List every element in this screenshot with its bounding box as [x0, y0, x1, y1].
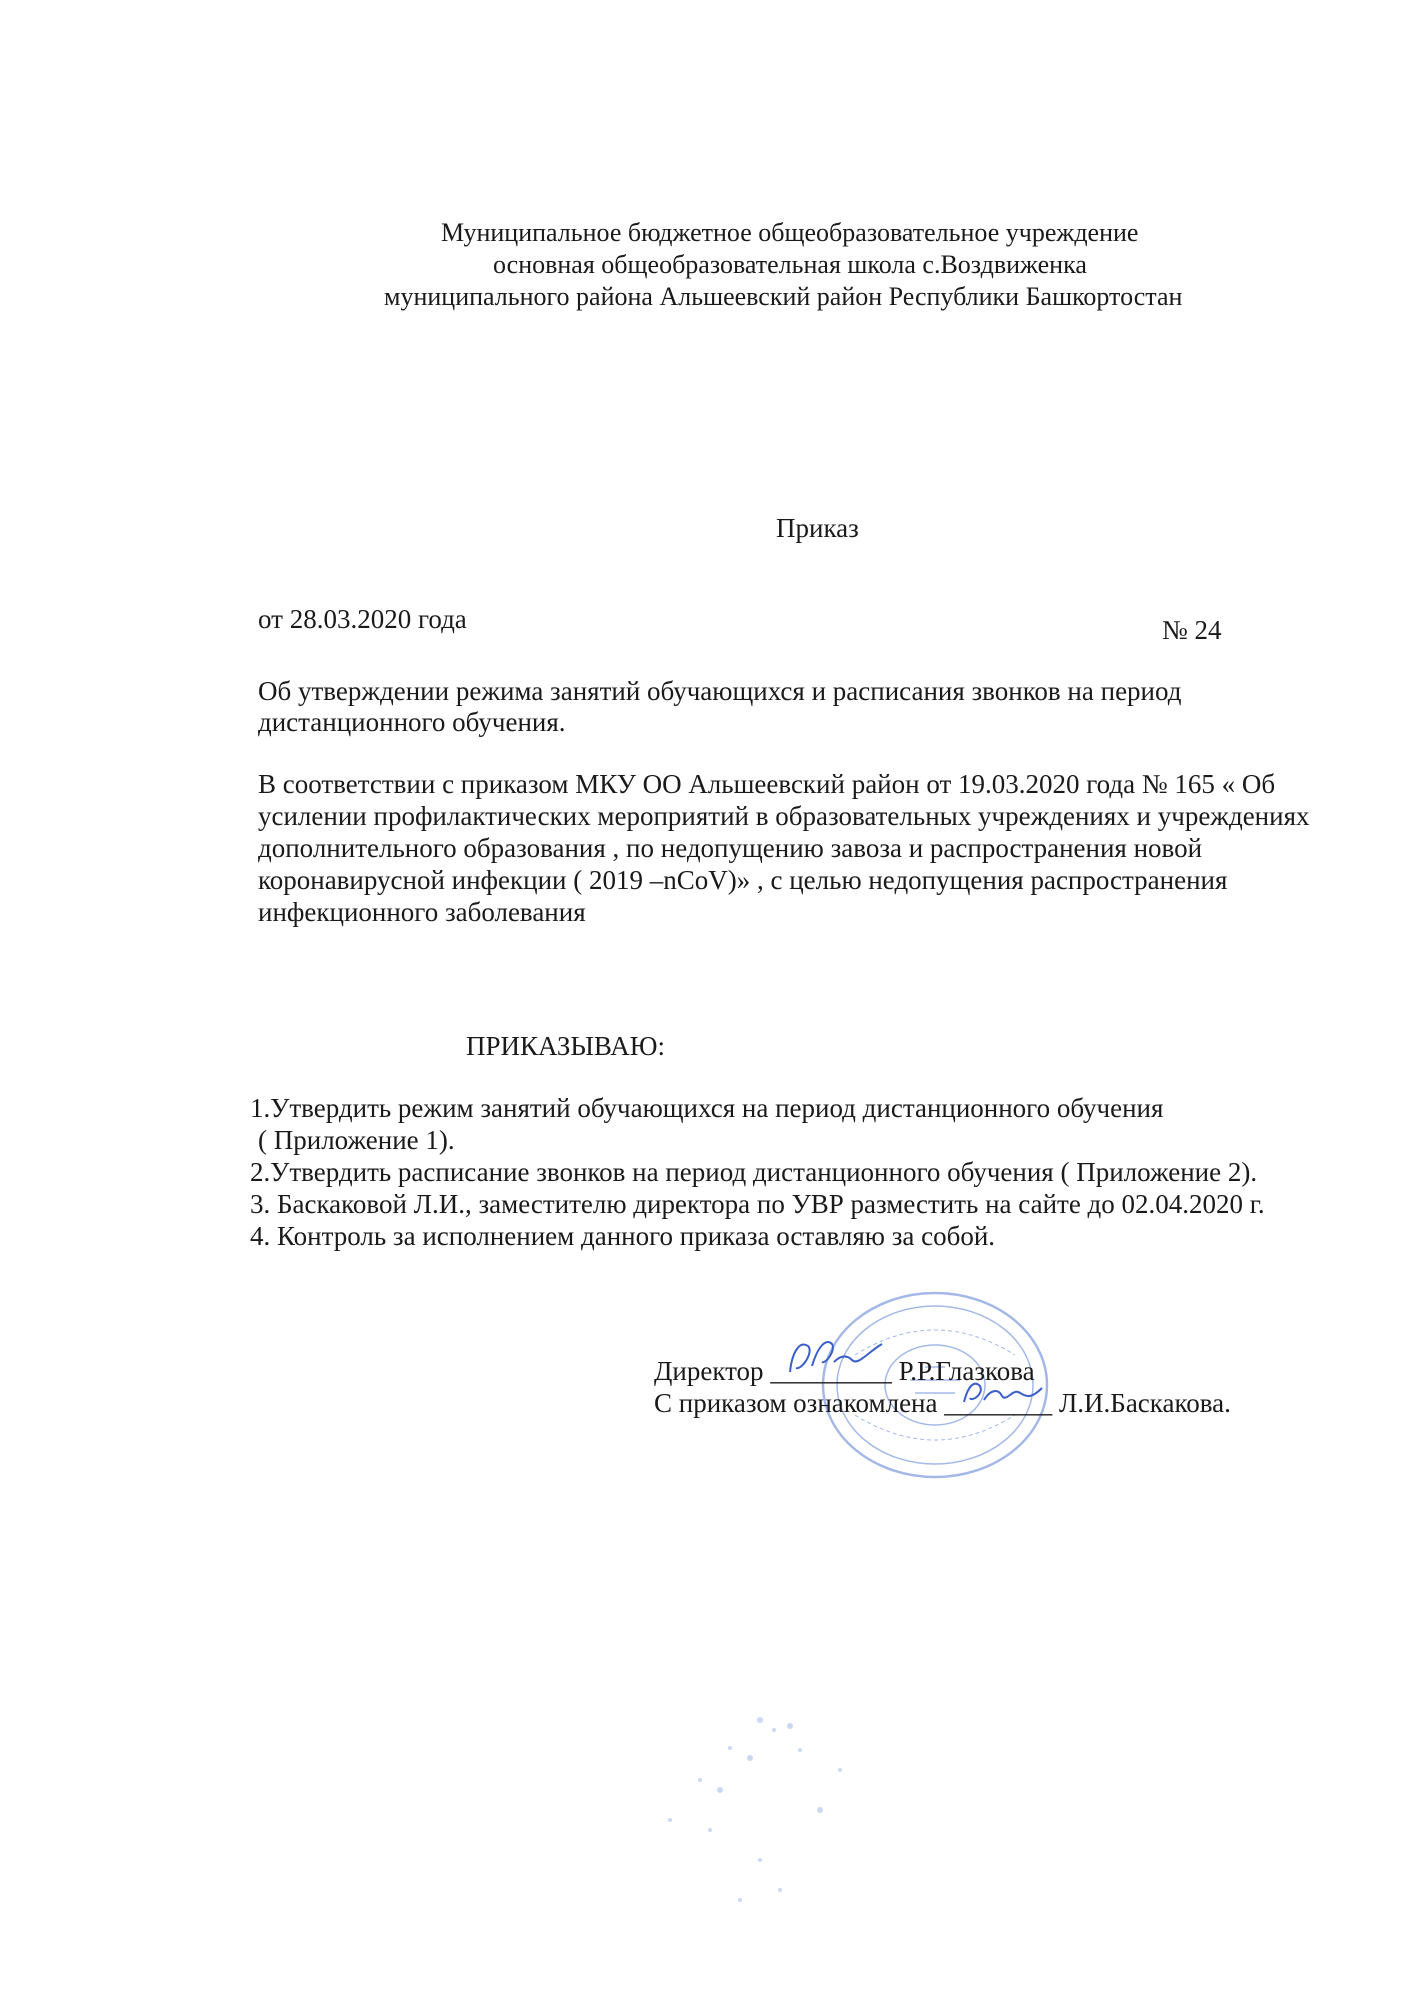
subject-line-1: Об утверждении режима занятий обучающихся и расписания звонков на период [258, 676, 1182, 706]
basis-line-1: В соответствии с приказом МКУ ОО Альшеевский район от 19.03.2020 года № 165 « Об [258, 769, 1276, 799]
order-directive: ПРИКАЗЫВАЮ: [466, 1031, 665, 1061]
order-item-2: 2.Утвердить расписание звонков на период дистанционного обучения ( Приложение 2). [250, 1157, 1258, 1187]
header-line-2: основная общеобразовательная школа с.Воздвиженка [493, 250, 1087, 279]
director-label: Директор [654, 1356, 764, 1386]
basis-line-5: инфекционного заболевания [258, 897, 586, 927]
acknowledgement-line [654, 1387, 1231, 1419]
scan-smudge [640, 1700, 920, 1930]
acknowledgement-signature-icon [958, 1372, 1048, 1417]
order-item-3: 3. Баскаковой Л.И., заместителю директора по УВР разместить на сайте до 02.04.2020 г. [250, 1189, 1265, 1219]
director-signature-icon [782, 1332, 892, 1392]
header-line-1: Муниципальное бюджетное общеобразовательное учреждение [441, 218, 1139, 247]
header-line-3: муниципального района Альшеевский район Республики Башкортостан [384, 282, 1183, 311]
director-signature-blank: _________ [770, 1356, 892, 1386]
basis-line-3: дополнительного образования , по недопущению завоза и распространения новой [258, 833, 1203, 863]
acknowledgement-label: С приказом ознакомлена [654, 1388, 938, 1418]
director-name: Р.Р.Глазкова [898, 1356, 1035, 1386]
basis-line-4: коронавирусной инфекции ( 2019 –nCoV)» , с целью недопущения распространения [258, 865, 1228, 895]
order-item-1-cont: ( Приложение 1). [258, 1125, 455, 1155]
subject-line-2: дистанционного обучения. [258, 707, 566, 737]
basis-line-2: усилении профилактических мероприятий в образовательных учреждениях и учреждениях [258, 801, 1310, 831]
order-date: от 28.03.2020 года [258, 604, 467, 634]
document-title: Приказ [776, 513, 859, 543]
acknowledgement-signature-blank: ________ [944, 1388, 1053, 1418]
acknowledgement-name: Л.И.Баскакова. [1059, 1388, 1231, 1418]
order-item-1: 1.Утвердить режим занятий обучающихся на период дистанционного обучения [250, 1093, 1164, 1123]
order-number: № 24 [1162, 615, 1222, 645]
order-item-4: 4. Контроль за исполнением данного приказа оставляю за собой. [250, 1221, 996, 1251]
